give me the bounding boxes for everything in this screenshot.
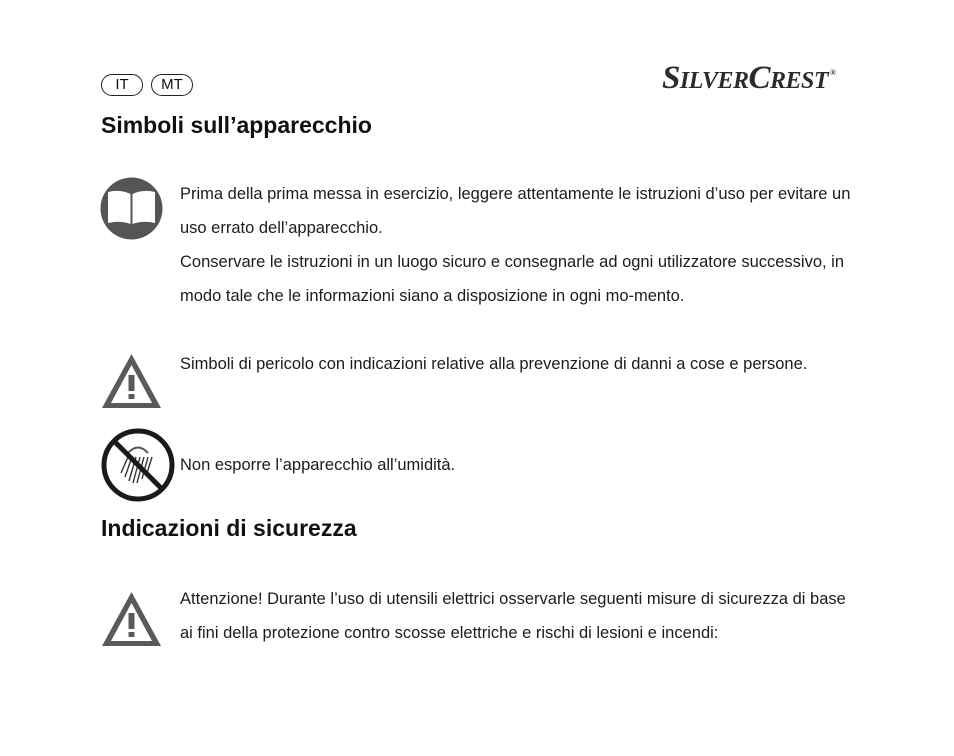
language-badges xyxy=(101,74,193,96)
no-moisture-icon xyxy=(100,427,176,503)
section-title-symbols: Simboli sull’apparecchio xyxy=(101,112,372,138)
language-badge-it: IT xyxy=(101,74,143,96)
moisture-warning-text: Non esporre l’apparecchio all’umidità. xyxy=(180,456,456,474)
manual-instruction-text: Prima della prima messa in esercizio, leggere attentamente le istruzioni d’uso per evitare un uso errato dell’apparecchio. xyxy=(180,185,851,237)
warning-triangle-icon xyxy=(100,352,163,410)
language-badge-mt: MT xyxy=(151,74,193,96)
logo-initial-s: S xyxy=(662,60,680,96)
section-title-safety: Indicazioni di sicurezza xyxy=(101,515,357,541)
warning-triangle-icon xyxy=(100,590,163,648)
brand-logo xyxy=(662,60,836,97)
logo-text-rest: REST xyxy=(770,68,829,94)
storage-instruction-text: Conservare le istruzioni in un luogo sicuro e consegnarle ad ogni utilizzatore successivo, in modo tale che le informazioni siano a disposizione in ogni mo-mento. xyxy=(180,253,845,305)
logo-text-ilver: ILVER xyxy=(679,68,749,94)
safety-warning-text: Attenzione! Durante l’uso di utensili elettrici osservarle seguenti misure di sicurezza di base ai fini della protezione contro scosse elettriche e rischi di lesioni e incendi: xyxy=(180,590,846,642)
logo-initial-c: C xyxy=(748,60,771,96)
manual-book-icon xyxy=(100,177,163,240)
danger-symbols-text: Simboli di pericolo con indicazioni relative alla prevenzione di danni a cose e persone. xyxy=(180,355,808,373)
registered-mark: ® xyxy=(830,68,836,77)
